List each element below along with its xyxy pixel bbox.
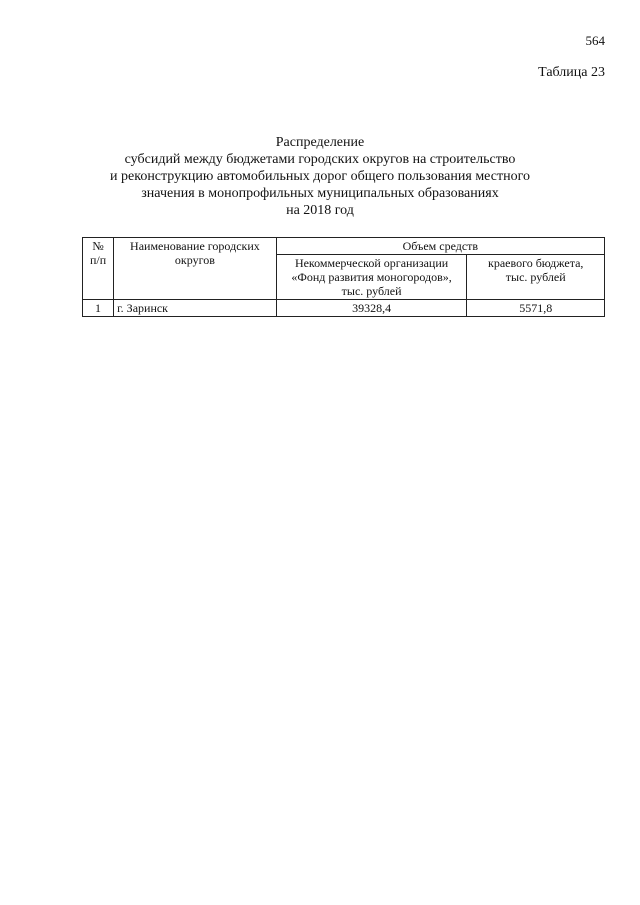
heading-line-2: субсидий между бюджетами городских округов на строительство [124, 152, 516, 167]
heading-line-3: и реконструкцию автомобильных дорог общего пользования местного [110, 169, 530, 184]
table-label: Таблица 23 [538, 65, 605, 80]
heading-line-1: Распределение [275, 135, 365, 150]
row-number: 1 [83, 300, 114, 317]
header-fund-line-1: Некоммерческой организации [294, 256, 449, 270]
heading-line-5: на 2018 год [286, 203, 354, 218]
row-budget-value: 5571,8 [467, 300, 605, 317]
header-fund [276, 255, 467, 300]
heading-line-4: значения в монопрофильных муниципальных образованиях [141, 186, 499, 201]
header-fund-line-2: «Фонд развития моногородов», [291, 270, 452, 284]
row-fund-value: 39328,4 [276, 300, 467, 317]
document-heading [100, 134, 540, 219]
row-district-name: г. Заринск [114, 300, 277, 317]
subsidy-table [82, 237, 605, 317]
header-budget-line-2: тыс. рублей [505, 270, 566, 284]
header-district-name: Наименование городских округов [114, 238, 277, 300]
header-fund-line-3: тыс. рублей [341, 284, 402, 298]
header-number-line-1: № [92, 239, 104, 253]
header-volume: Объем средств [276, 238, 604, 255]
header-number-line-2: п/п [89, 253, 107, 267]
header-budget-line-1: краевого бюджета, [488, 256, 584, 270]
table-row [83, 300, 605, 317]
header-number [83, 238, 114, 300]
table-header-row [83, 238, 605, 255]
page-number: 564 [585, 33, 605, 48]
header-regional-budget [467, 255, 605, 300]
